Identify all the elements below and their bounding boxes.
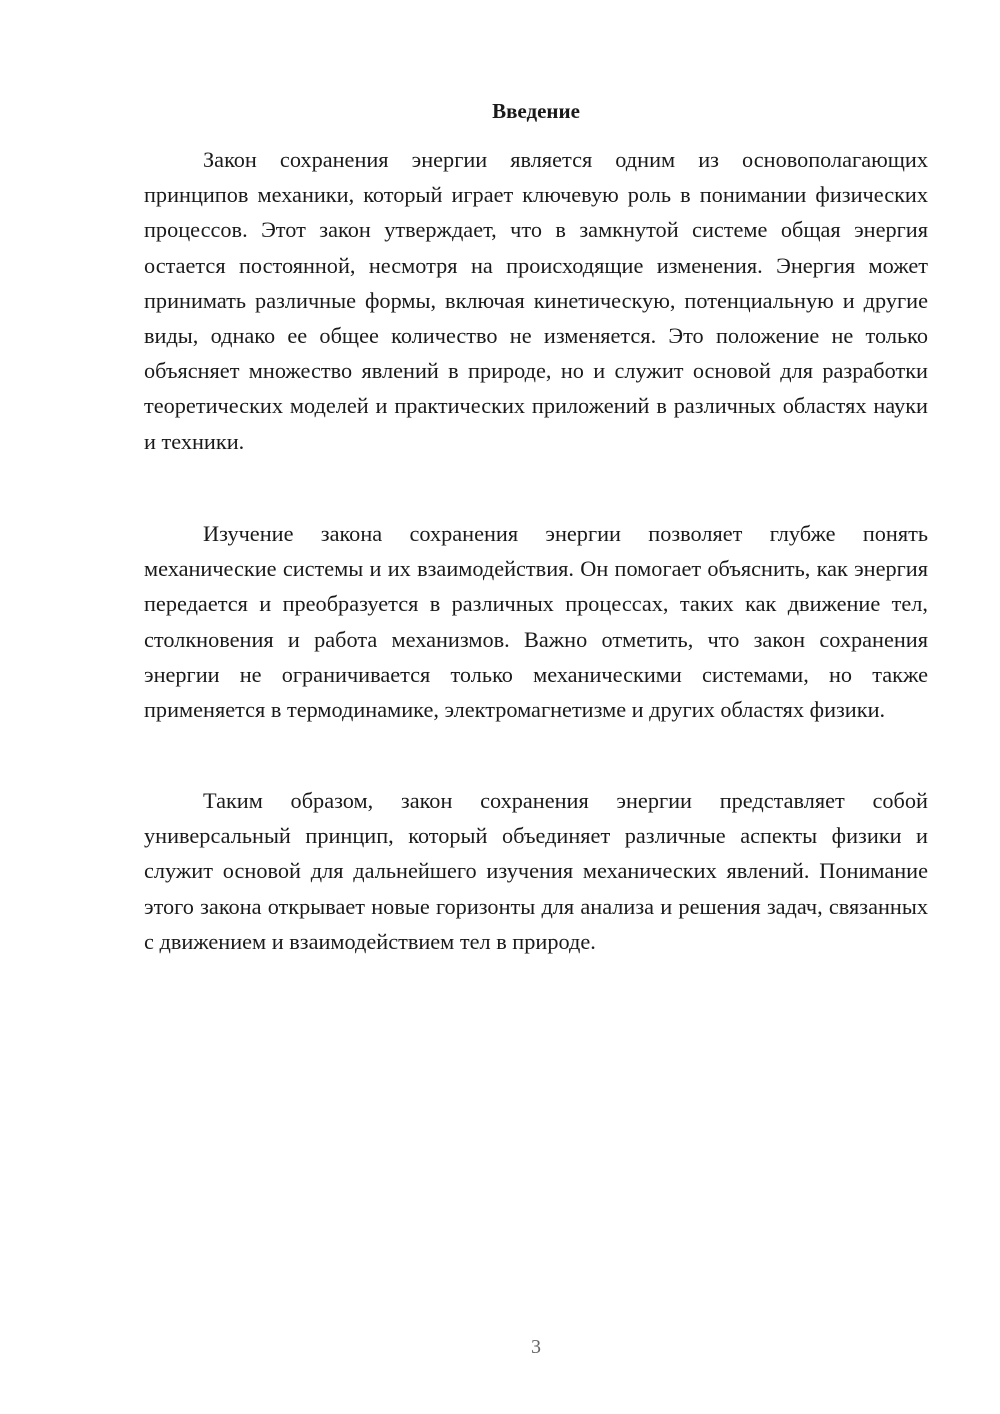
paragraph-1: Закон сохранения энергии является одним из основополагающих принципов механики, который играет ключевую роль в понимании физических процессов. Этот закон утверждает, что в замкнутой системе общая энергия остается постоянной, несмотря на происходящие изменения. Энергия может принимать различные формы, включая кинетическую, потенциальную и другие виды, однако ее общее количество не изменяется. Это положение не только объясняет множество явлений в природе, но и служит основой для разработки теоретических моделей и практических приложений в различных областях науки и техники. <box>144 147 928 454</box>
paragraph-2: Изучение закона сохранения энергии позволяет глубже понять механические системы и их взаимодействия. Он помогает объяснить, как энергия передается и преобразуется в различных процессах, таких как движение тел, столкновения и работа механизмов. Важно отметить, что закон сохранения энергии не ограничивается только механическими системами, но также применяется в термодинамике, электромагнетизме и других областях физики. <box>144 521 928 723</box>
section-title: Введение <box>492 99 580 123</box>
paragraph-3: Таким образом, закон сохранения энергии представляет собой универсальный принцип, который объединяет различные аспекты физики и служит основой для дальнейшего изучения механических явлений. Понимание этого закона открывает новые горизонты для анализа и решения задач, связанных с движением и взаимодействием тел в природе. <box>144 788 928 954</box>
page-number: 3 <box>531 1336 541 1358</box>
